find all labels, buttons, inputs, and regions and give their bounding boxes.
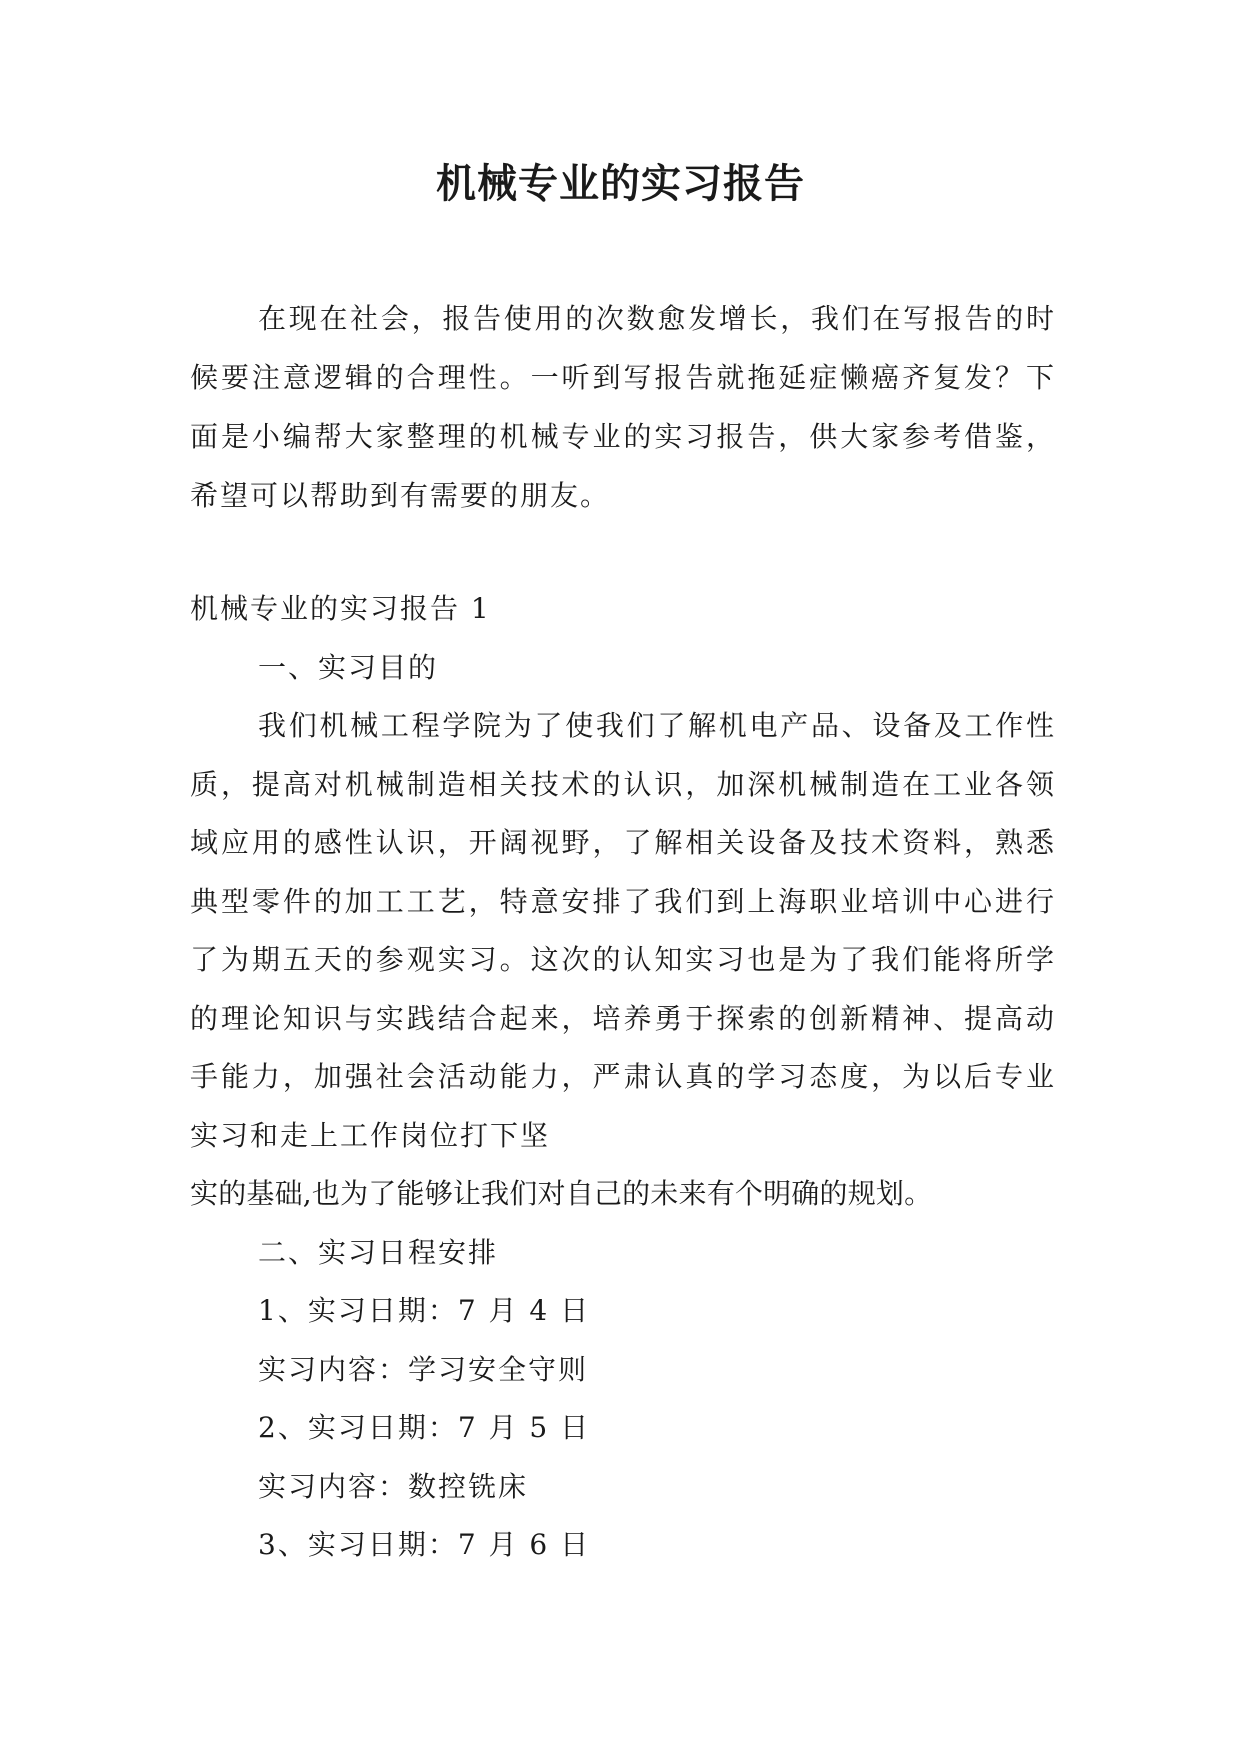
intro-paragraph: 在现在社会，报告使用的次数愈发增长，我们在写报告的时候要注意逻辑的合理性。一听到写报告就拖延症懒癌齐复发？下面是小编帮大家整理的机械专业的实习报告，供大家参考借鉴，希望可以帮助到有需要的朋友。 xyxy=(190,302,1056,512)
part1-heading: 一、实习目的 xyxy=(258,650,439,684)
schedule-date-2: 2、实习日期：7 月 5 日 xyxy=(258,1411,591,1444)
schedule-date-3: 3、实习日期：7 月 6 日 xyxy=(258,1528,591,1561)
part2-heading: 二、实习日程安排 xyxy=(258,1235,499,1269)
schedule-date-1: 1、实习日期：7 月 4 日 xyxy=(258,1294,591,1327)
part1-paragraph-end: 实的基础,也为了能够让我们对自己的未来有个明确的规划。 xyxy=(190,1177,933,1210)
schedule-content-1: 实习内容：学习安全守则 xyxy=(258,1352,589,1386)
part1-paragraph: 我们机械工程学院为了使我们了解机电产品、设备及工作性质，提高对机械制造相关技术的认识，加深机械制造在工业各领域应用的感性认识，开阔视野，了解相关设备及技术资料，熟悉典型零件的加工工艺，特意安排了我们到上海职业培训中心进行了为期五天的参观实习。这次的认知实习也是为了我们能将所学的理论知识与实践结合起来，培养勇于探索的创新精神、提高动手能力，加强社会活动能力，严肃认真的学习态度，为以后专业实习和走上工作岗位打下坚 xyxy=(190,709,1056,1152)
section-heading: 机械专业的实习报告 1 xyxy=(190,592,491,625)
schedule-content-2: 实习内容：数控铣床 xyxy=(258,1469,529,1503)
document-title: 机械专业的实习报告 xyxy=(436,161,805,207)
report-body xyxy=(190,580,1056,1575)
